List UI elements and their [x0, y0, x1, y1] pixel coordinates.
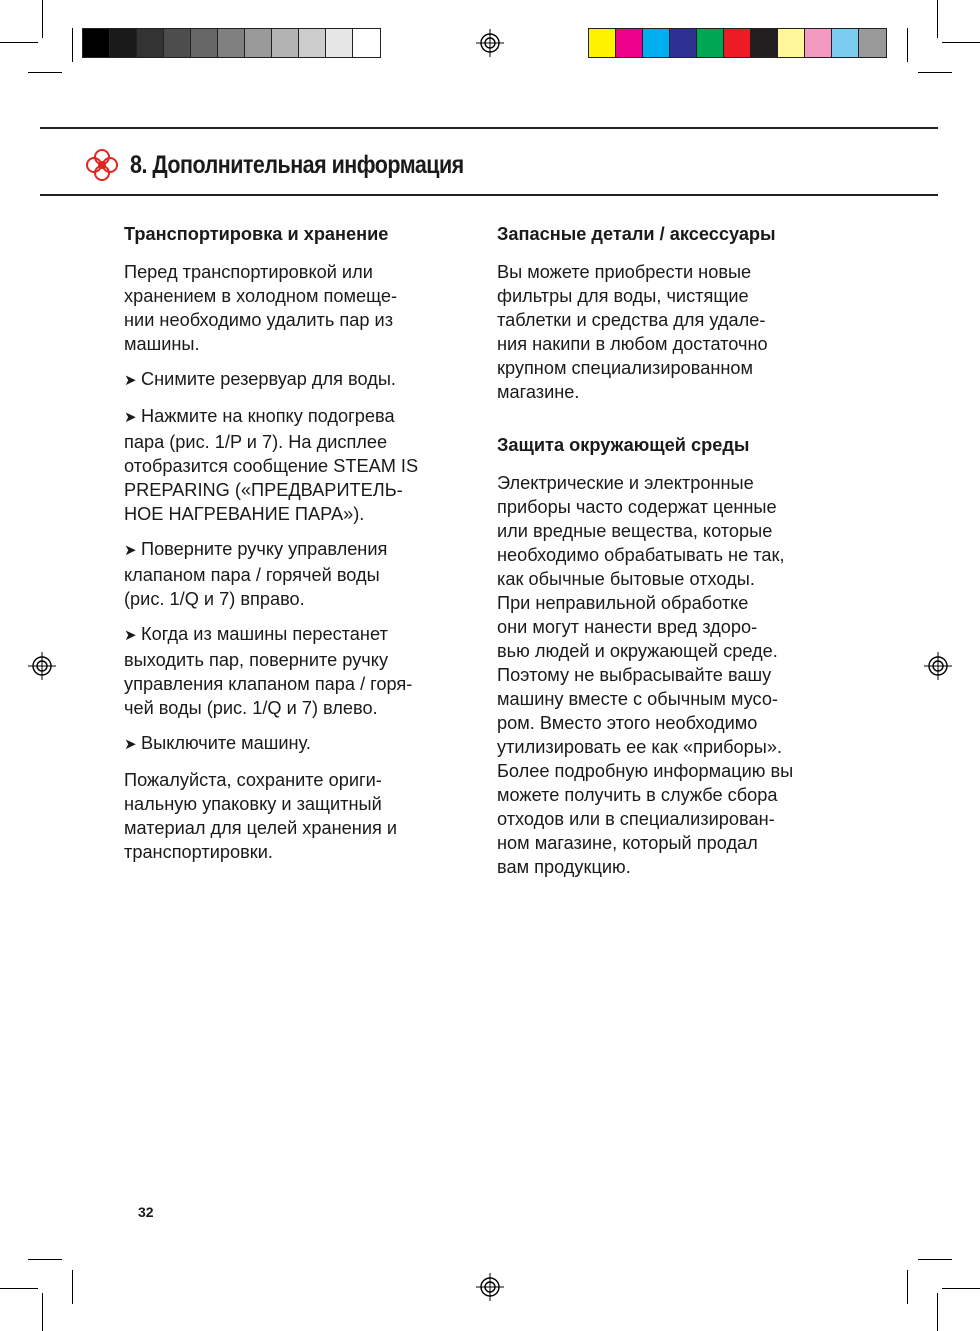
intro-paragraph [124, 260, 464, 356]
color-swatch [191, 29, 218, 57]
arrow-bullet-icon: ➤ [124, 542, 137, 559]
text-line: отобразится сообщение STEAM IS [124, 456, 419, 476]
text-line: магазине. [497, 382, 580, 402]
step-item [124, 537, 464, 611]
text-line: PREPARING («ПРЕДВАРИТЕЛЬ- [124, 480, 403, 500]
text-line: можете получить в службе сбора [497, 785, 778, 805]
color-swatch [778, 29, 805, 57]
section-header [84, 143, 518, 187]
crop-mark [28, 1259, 62, 1260]
color-swatch [137, 29, 164, 57]
color-swatch [299, 29, 326, 57]
crop-mark [42, 1293, 43, 1331]
page-title: 8. Дополнительная информация [130, 150, 464, 179]
text-line: (рис. 1/Q и 7) вправо. [124, 589, 305, 609]
crop-mark [42, 0, 43, 38]
arrow-bullet-icon: ➤ [124, 409, 137, 426]
arrow-bullet-icon: ➤ [124, 372, 137, 389]
text-line: При неправильной обработке [497, 593, 749, 613]
right-column [497, 222, 842, 890]
crop-mark [918, 72, 952, 73]
color-swatch [859, 29, 886, 57]
color-swatch [616, 29, 643, 57]
crop-mark [907, 1270, 908, 1304]
text-line: Пожалуйста, сохраните ориги- [124, 770, 382, 790]
text-line: Нажмите на кнопку подогрева [141, 406, 395, 426]
text-line: нии необходимо удалить пар из [124, 310, 394, 330]
text-line: вью людей и окружающей среде. [497, 641, 778, 661]
crop-mark [0, 1288, 38, 1289]
crop-mark [28, 72, 62, 73]
header-top-rule [40, 127, 938, 129]
text-line: они могут нанести вред здоро- [497, 617, 758, 637]
text-line: управления клапаном пара / горя- [124, 674, 413, 694]
crop-mark [942, 42, 980, 43]
registration-mark-icon [476, 1273, 504, 1301]
color-swatch [83, 29, 110, 57]
outro-paragraph [124, 768, 464, 864]
text-line: Поэтому не выбрасывайте вашу [497, 665, 772, 685]
text-line: Вы можете приобрести новые [497, 262, 752, 282]
text-line: Выключите машину. [141, 733, 311, 753]
text-line: НОЕ НАГРЕВАНИЕ ПАРА»). [124, 504, 365, 524]
crop-mark [937, 0, 938, 38]
text-line: Электрические и электронные [497, 473, 754, 493]
text-line: необходимо обрабатывать не так, [497, 545, 785, 565]
text-line: клапаном пара / горячей воды [124, 565, 380, 585]
registration-mark-icon [924, 652, 952, 680]
text-line: машины. [124, 334, 200, 354]
color-swatch [110, 29, 137, 57]
flower-logo-icon [84, 147, 120, 183]
text-line: Снимите резервуар для воды. [141, 369, 396, 389]
crop-mark [937, 1293, 938, 1331]
text-line: чей воды (рис. 1/Q и 7) влево. [124, 698, 378, 718]
text-line: выходить пар, поверните ручку [124, 650, 389, 670]
text-line: машину вместе с обычным мусо- [497, 689, 778, 709]
registration-mark-icon [476, 29, 504, 57]
color-swatch [670, 29, 697, 57]
color-swatch [589, 29, 616, 57]
color-swatch [697, 29, 724, 57]
color-swatch [245, 29, 272, 57]
crop-mark [907, 28, 908, 62]
section-heading-environment: Защита окружающей среды [497, 435, 750, 455]
step-item [124, 622, 464, 720]
section-heading-spare-parts: Запасные детали / аксессуары [497, 224, 776, 244]
color-swatch [164, 29, 191, 57]
text-line: транспортировки. [124, 842, 273, 862]
color-swatch [272, 29, 299, 57]
step-item [124, 367, 464, 393]
page-number: 32 [138, 1204, 154, 1220]
crop-mark [0, 42, 38, 43]
left-column [124, 222, 464, 875]
text-line: Когда из машины перестанет [141, 624, 388, 644]
spare-parts-paragraph [497, 260, 842, 404]
registration-mark-icon [28, 652, 56, 680]
text-line: ром. Вместо этого необходимо [497, 713, 758, 733]
text-line: крупном специализированном [497, 358, 754, 378]
crop-mark [918, 1259, 952, 1260]
environment-paragraph [497, 471, 842, 879]
text-line: пара (рис. 1/P и 7). На дисплее [124, 432, 388, 452]
text-line: как обычные бытовые отходы. [497, 569, 755, 589]
section-heading-transport: Транспортировка и хранение [124, 224, 389, 244]
text-line: отходов или в специализирован- [497, 809, 775, 829]
step-item [124, 731, 464, 757]
color-swatch [751, 29, 778, 57]
text-line: Перед транспортировкой или [124, 262, 373, 282]
text-line: Более подробную информацию вы [497, 761, 794, 781]
text-line: материал для целей хранения и [124, 818, 398, 838]
grayscale-color-bar [82, 28, 381, 58]
process-color-bar [588, 28, 887, 58]
color-swatch [643, 29, 670, 57]
step-item [124, 404, 464, 526]
text-line: Поверните ручку управления [141, 539, 388, 559]
color-swatch [353, 29, 380, 57]
text-line: утилизировать ее как «приборы». [497, 737, 783, 757]
crop-mark [72, 1270, 73, 1304]
text-line: ния накипи в любом достаточно [497, 334, 768, 354]
color-swatch [805, 29, 832, 57]
color-swatch [724, 29, 751, 57]
text-line: таблетки и средства для удале- [497, 310, 766, 330]
header-bottom-rule [40, 194, 938, 196]
text-line: или вредные вещества, которые [497, 521, 773, 541]
text-line: приборы часто содержат ценные [497, 497, 777, 517]
arrow-bullet-icon: ➤ [124, 627, 137, 644]
text-line: фильтры для воды, чистящие [497, 286, 749, 306]
text-line: вам продукцию. [497, 857, 631, 877]
crop-mark [942, 1288, 980, 1289]
color-swatch [326, 29, 353, 57]
crop-mark [72, 28, 73, 62]
text-line: хранением в холодном помеще- [124, 286, 398, 306]
text-line: ном магазине, который продал [497, 833, 758, 853]
color-swatch [218, 29, 245, 57]
color-swatch [832, 29, 859, 57]
text-line: нальную упаковку и защитный [124, 794, 382, 814]
arrow-bullet-icon: ➤ [124, 736, 137, 753]
